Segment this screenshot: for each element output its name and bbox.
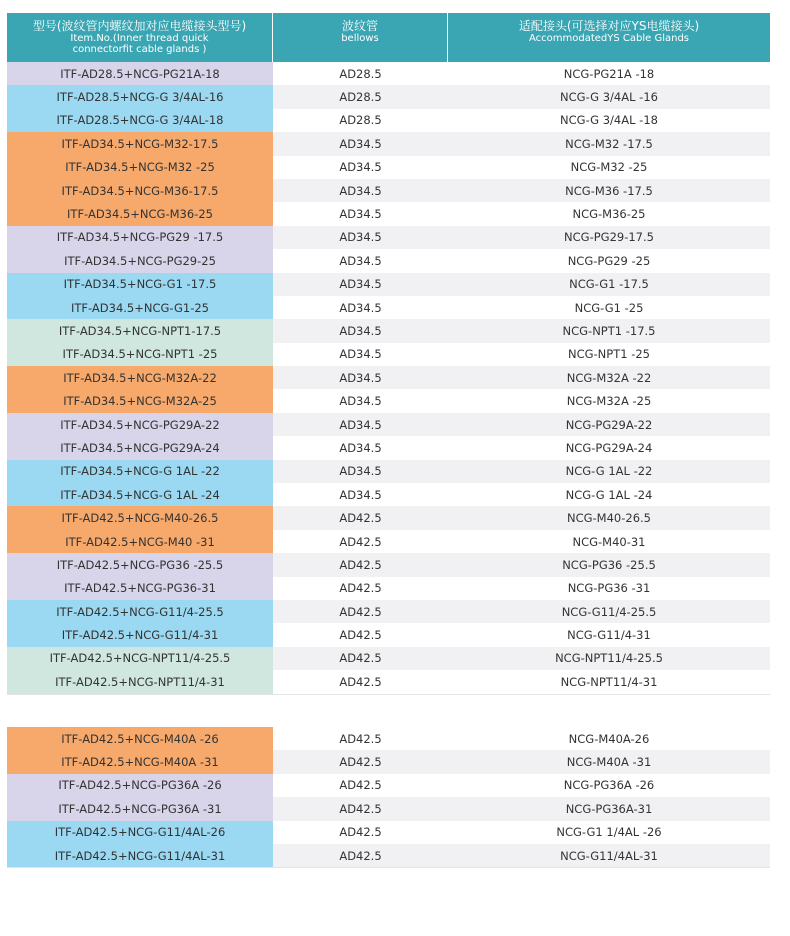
item-no-cell: ITF-AD34.5+NCG-M32 -25	[7, 156, 273, 179]
item-no-cell: ITF-AD34.5+NCG-M32A-25	[7, 389, 273, 412]
item-no-cell: ITF-AD42.5+NCG-G11/4-25.5	[7, 600, 273, 623]
header-item-no	[7, 13, 273, 62]
item-no-cell: ITF-AD42.5+NCG-M40 -31	[7, 530, 273, 553]
table-row	[7, 670, 770, 693]
header-item-no-zh: 型号(波纹管内螺纹加对应电缆接头型号)	[32, 19, 247, 33]
header-bellows-en: bellows	[341, 33, 379, 44]
gland-cell: NCG-PG29A-24	[448, 436, 770, 459]
item-no-cell: ITF-AD28.5+NCG-G 3/4AL-18	[7, 109, 273, 132]
gland-cell: NCG-NPT1 -17.5	[448, 319, 770, 342]
item-no-cell: ITF-AD34.5+NCG-PG29-25	[7, 249, 273, 272]
table-row	[7, 249, 770, 272]
item-no-cell: ITF-AD34.5+NCG-G 1AL -24	[7, 483, 273, 506]
gland-cell: NCG-G11/4-25.5	[448, 600, 770, 623]
bellows-cell: AD34.5	[273, 179, 448, 202]
bellows-cell: AD34.5	[273, 132, 448, 155]
gland-cell: NCG-G 3/4AL -18	[448, 109, 770, 132]
table-row	[7, 750, 770, 773]
header-item-no-en2: connectorfit cable glands )	[72, 44, 207, 55]
gland-cell: NCG-PG29 -25	[448, 249, 770, 272]
gland-cell: NCG-M40-31	[448, 530, 770, 553]
gland-cell: NCG-M32A -22	[448, 366, 770, 389]
table-row	[7, 109, 770, 132]
bellows-cell: AD34.5	[273, 389, 448, 412]
item-no-cell: ITF-AD34.5+NCG-PG29A-22	[7, 413, 273, 436]
item-no-cell: ITF-AD34.5+NCG-G1 -17.5	[7, 273, 273, 296]
header-glands-zh: 适配接头(可选择对应YS电缆接头)	[518, 19, 700, 33]
table-row	[7, 647, 770, 670]
item-no-cell: ITF-AD42.5+NCG-PG36A -26	[7, 774, 273, 797]
item-no-cell: ITF-AD34.5+NCG-PG29 -17.5	[7, 226, 273, 249]
gland-cell: NCG-PG36A -26	[448, 774, 770, 797]
item-no-cell: ITF-AD34.5+NCG-M36-25	[7, 202, 273, 225]
gland-cell: NCG-M32 -17.5	[448, 132, 770, 155]
gland-cell: NCG-G1 -17.5	[448, 273, 770, 296]
table-row	[7, 727, 770, 750]
bellows-cell: AD34.5	[273, 156, 448, 179]
bellows-cell: AD42.5	[273, 647, 448, 670]
item-no-cell: ITF-AD34.5+NCG-G 1AL -22	[7, 460, 273, 483]
bellows-cell: AD42.5	[273, 821, 448, 844]
bellows-cell: AD34.5	[273, 226, 448, 249]
bellows-cell: AD34.5	[273, 483, 448, 506]
header-item-no-en1: Item.No.(Inner thread quick	[70, 33, 209, 44]
product-table-2	[7, 727, 770, 868]
gland-cell: NCG-M32 -25	[448, 156, 770, 179]
table-row	[7, 296, 770, 319]
bellows-cell: AD42.5	[273, 577, 448, 600]
table-row	[7, 506, 770, 529]
gland-cell: NCG-M36-25	[448, 202, 770, 225]
table-row	[7, 600, 770, 623]
bellows-cell: AD42.5	[273, 530, 448, 553]
item-no-cell: ITF-AD34.5+NCG-M32A-22	[7, 366, 273, 389]
gland-cell: NCG-M40A -31	[448, 750, 770, 773]
bellows-cell: AD34.5	[273, 202, 448, 225]
gland-cell: NCG-PG36 -31	[448, 577, 770, 600]
gland-cell: NCG-G 3/4AL -16	[448, 85, 770, 108]
bellows-cell: AD34.5	[273, 460, 448, 483]
table-row	[7, 366, 770, 389]
bellows-cell: AD42.5	[273, 623, 448, 646]
item-no-cell: ITF-AD42.5+NCG-G11/4AL-31	[7, 844, 273, 867]
gland-cell: NCG-G11/4-31	[448, 623, 770, 646]
gland-cell: NCG-M36 -17.5	[448, 179, 770, 202]
gland-cell: NCG-M40-26.5	[448, 506, 770, 529]
table-row	[7, 460, 770, 483]
item-no-cell: ITF-AD34.5+NCG-M32-17.5	[7, 132, 273, 155]
bellows-cell: AD34.5	[273, 366, 448, 389]
table-row	[7, 85, 770, 108]
gland-cell: NCG-M32A -25	[448, 389, 770, 412]
item-no-cell: ITF-AD28.5+NCG-PG21A-18	[7, 62, 273, 85]
table-row	[7, 577, 770, 600]
item-no-cell: ITF-AD42.5+NCG-PG36-31	[7, 577, 273, 600]
item-no-cell: ITF-AD42.5+NCG-PG36A -31	[7, 797, 273, 820]
gland-cell: NCG-PG21A -18	[448, 62, 770, 85]
bellows-cell: AD34.5	[273, 413, 448, 436]
product-table-1	[7, 62, 770, 695]
item-no-cell: ITF-AD42.5+NCG-M40-26.5	[7, 506, 273, 529]
table-row	[7, 413, 770, 436]
gland-cell: NCG-PG36 -25.5	[448, 553, 770, 576]
item-no-cell: ITF-AD34.5+NCG-PG29A-24	[7, 436, 273, 459]
bellows-cell: AD42.5	[273, 600, 448, 623]
bellows-cell: AD42.5	[273, 797, 448, 820]
item-no-cell: ITF-AD34.5+NCG-M36-17.5	[7, 179, 273, 202]
table-row	[7, 483, 770, 506]
bellows-cell: AD34.5	[273, 319, 448, 342]
gland-cell: NCG-G1 1/4AL -26	[448, 821, 770, 844]
gland-cell: NCG-NPT11/4-31	[448, 670, 770, 693]
table-row	[7, 530, 770, 553]
table-row	[7, 343, 770, 366]
item-no-cell: ITF-AD42.5+NCG-NPT11/4-25.5	[7, 647, 273, 670]
bellows-cell: AD42.5	[273, 727, 448, 750]
table-row	[7, 273, 770, 296]
table-header	[7, 13, 770, 62]
table-row	[7, 202, 770, 225]
bellows-cell: AD28.5	[273, 109, 448, 132]
item-no-cell: ITF-AD34.5+NCG-NPT1 -25	[7, 343, 273, 366]
table-row	[7, 389, 770, 412]
table-row	[7, 797, 770, 820]
gland-cell: NCG-NPT1 -25	[448, 343, 770, 366]
item-no-cell: ITF-AD42.5+NCG-M40A -26	[7, 727, 273, 750]
table-row	[7, 623, 770, 646]
table-row	[7, 553, 770, 576]
item-no-cell: ITF-AD34.5+NCG-G1-25	[7, 296, 273, 319]
bellows-cell: AD42.5	[273, 750, 448, 773]
gland-cell: NCG-G1 -25	[448, 296, 770, 319]
bellows-cell: AD34.5	[273, 343, 448, 366]
table-row	[7, 774, 770, 797]
gland-cell: NCG-M40A-26	[448, 727, 770, 750]
table-row	[7, 156, 770, 179]
header-glands-en: AccommodatedYS Cable Glands	[528, 33, 690, 44]
item-no-cell: ITF-AD42.5+NCG-NPT11/4-31	[7, 670, 273, 693]
item-no-cell: ITF-AD42.5+NCG-G11/4-31	[7, 623, 273, 646]
gland-cell: NCG-G 1AL -22	[448, 460, 770, 483]
bellows-cell: AD34.5	[273, 249, 448, 272]
bellows-cell: AD28.5	[273, 85, 448, 108]
gland-cell: NCG-NPT11/4-25.5	[448, 647, 770, 670]
bellows-cell: AD34.5	[273, 296, 448, 319]
item-no-cell: ITF-AD42.5+NCG-M40A -31	[7, 750, 273, 773]
header-bellows-zh: 波纹管	[341, 19, 378, 33]
bellows-cell: AD28.5	[273, 62, 448, 85]
item-no-cell: ITF-AD42.5+NCG-PG36 -25.5	[7, 553, 273, 576]
bellows-cell: AD42.5	[273, 553, 448, 576]
item-no-cell: ITF-AD42.5+NCG-G11/4AL-26	[7, 821, 273, 844]
table-row	[7, 436, 770, 459]
table-row	[7, 821, 770, 844]
gland-cell: NCG-PG29-17.5	[448, 226, 770, 249]
table-row	[7, 179, 770, 202]
bellows-cell: AD42.5	[273, 506, 448, 529]
gland-cell: NCG-PG36A-31	[448, 797, 770, 820]
table-row	[7, 226, 770, 249]
bellows-cell: AD34.5	[273, 273, 448, 296]
item-no-cell: ITF-AD34.5+NCG-NPT1-17.5	[7, 319, 273, 342]
item-no-cell: ITF-AD28.5+NCG-G 3/4AL-16	[7, 85, 273, 108]
table-row	[7, 132, 770, 155]
header-glands	[448, 13, 770, 62]
bellows-cell: AD34.5	[273, 436, 448, 459]
table-row	[7, 844, 770, 867]
table-row	[7, 319, 770, 342]
bellows-cell: AD42.5	[273, 670, 448, 693]
gland-cell: NCG-G 1AL -24	[448, 483, 770, 506]
bellows-cell: AD42.5	[273, 844, 448, 867]
table-row	[7, 62, 770, 85]
gland-cell: NCG-PG29A-22	[448, 413, 770, 436]
bellows-cell: AD42.5	[273, 774, 448, 797]
gland-cell: NCG-G11/4AL-31	[448, 844, 770, 867]
header-bellows	[273, 13, 448, 62]
